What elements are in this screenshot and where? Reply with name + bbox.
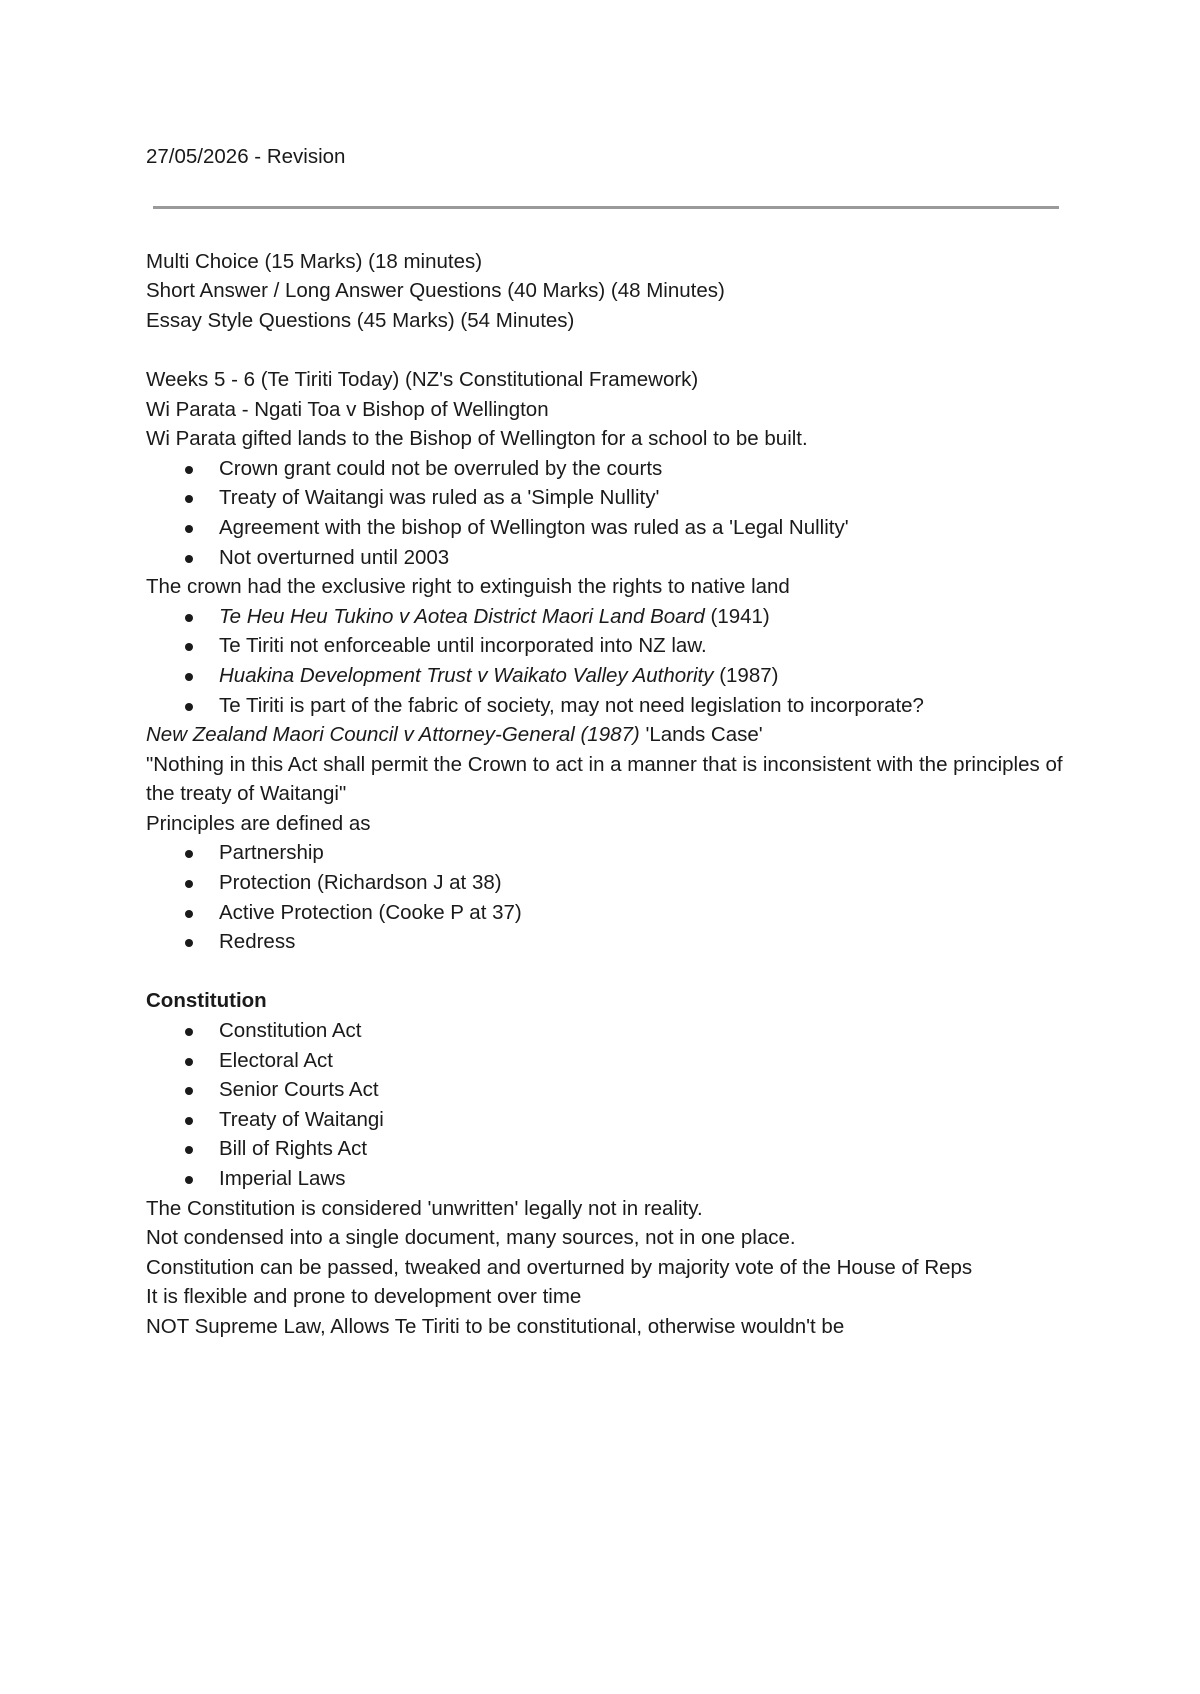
case-summary: Wi Parata gifted lands to the Bishop of Wellington for a school to be built. xyxy=(146,427,808,451)
list-item: Partnership xyxy=(146,838,1066,868)
constitution-sources-list xyxy=(146,1016,1066,1194)
list-item: Treaty of Waitangi was ruled as a 'Simple Nullity' xyxy=(146,483,1066,513)
list-item: Te Tiriti not enforceable until incorporated into NZ law. xyxy=(146,631,1066,661)
exam-line-multi-choice: Multi Choice (15 Marks) (18 minutes) xyxy=(146,249,483,273)
list-item xyxy=(146,661,1066,691)
page-title: 27/05/2026 - Revision xyxy=(146,145,346,168)
bullet-icon xyxy=(185,673,193,681)
list-item: Active Protection (Cooke P at 37) xyxy=(146,898,1066,928)
blank-line xyxy=(146,335,1066,365)
cases-list xyxy=(146,602,1066,720)
lands-case-label: 'Lands Case' xyxy=(639,723,763,747)
list-item: Constitution Act xyxy=(146,1016,1066,1046)
bullet-icon xyxy=(185,555,193,563)
act-quote: "Nothing in this Act shall permit the Crown to act in a manner that is inconsistent with the principles of the treaty of Waitangi" xyxy=(146,752,1063,806)
lands-case-line xyxy=(146,720,1066,750)
bullet-icon xyxy=(185,495,193,503)
bullet-icon xyxy=(185,525,193,533)
blank-line xyxy=(146,957,1066,987)
list-item: Electoral Act xyxy=(146,1046,1066,1076)
list-item xyxy=(146,602,1066,632)
bullet-icon xyxy=(185,1117,193,1125)
case-year: (1987) xyxy=(713,663,779,687)
lands-case-name: New Zealand Maori Council v Attorney-General (1987) xyxy=(146,723,640,747)
horizontal-divider xyxy=(153,206,1059,209)
list-item: Not overturned until 2003 xyxy=(146,543,1066,573)
list-item: Agreement with the bishop of Wellington was ruled as a 'Legal Nullity' xyxy=(146,513,1066,543)
exam-line-essay: Essay Style Questions (45 Marks) (54 Minutes) xyxy=(146,308,575,332)
list-item: Bill of Rights Act xyxy=(146,1134,1066,1164)
bullet-icon xyxy=(185,939,193,947)
case-name: Te Heu Heu Tukino v Aotea District Maori Land Board xyxy=(219,604,705,628)
list-item: Treaty of Waitangi xyxy=(146,1105,1066,1135)
case-name: Huakina Development Trust v Waikato Valley Authority xyxy=(219,663,714,687)
bullet-icon xyxy=(185,1146,193,1154)
bullet-icon xyxy=(185,850,193,858)
list-item: Redress xyxy=(146,927,1066,957)
weeks-heading: Weeks 5 - 6 (Te Tiriti Today) (NZ's Constitutional Framework) xyxy=(146,367,699,391)
case-year: (1941) xyxy=(704,604,770,628)
list-item: Senior Courts Act xyxy=(146,1075,1066,1105)
bullet-icon xyxy=(185,880,193,888)
principles-intro: Principles are defined as xyxy=(146,811,371,835)
constitution-note: The Constitution is considered 'unwritten' legally not in reality. xyxy=(146,1196,703,1220)
constitution-note: Not condensed into a single document, many sources, not in one place. xyxy=(146,1226,796,1250)
bullet-icon xyxy=(185,1028,193,1036)
document-page xyxy=(146,142,1066,1342)
exam-line-short-answer: Short Answer / Long Answer Questions (40 Marks) (48 Minutes) xyxy=(146,279,725,303)
case-title: Wi Parata - Ngati Toa v Bishop of Wellington xyxy=(146,397,549,421)
bullet-icon xyxy=(185,703,193,711)
constitution-heading: Constitution xyxy=(146,989,267,1013)
principles-list xyxy=(146,838,1066,956)
bullet-icon xyxy=(185,643,193,651)
bullet-icon xyxy=(185,1058,193,1066)
list-item: Crown grant could not be overruled by the courts xyxy=(146,454,1066,484)
bullet-icon xyxy=(185,614,193,622)
list-item: Imperial Laws xyxy=(146,1164,1066,1194)
bullet-icon xyxy=(185,466,193,474)
list-item: Protection (Richardson J at 38) xyxy=(146,868,1066,898)
list-item: Te Tiriti is part of the fabric of society, may not need legislation to incorporate? xyxy=(146,691,1066,721)
bullet-icon xyxy=(185,1176,193,1184)
bullet-icon xyxy=(185,910,193,918)
crown-right-line: The crown had the exclusive right to extinguish the rights to native land xyxy=(146,575,790,599)
constitution-note: It is flexible and prone to development over time xyxy=(146,1285,582,1309)
constitution-note: Constitution can be passed, tweaked and overturned by majority vote of the House of Reps xyxy=(146,1255,973,1279)
case-points-list xyxy=(146,454,1066,572)
bullet-icon xyxy=(185,1087,193,1095)
constitution-note: NOT Supreme Law, Allows Te Tiriti to be constitutional, otherwise wouldn't be xyxy=(146,1314,845,1338)
